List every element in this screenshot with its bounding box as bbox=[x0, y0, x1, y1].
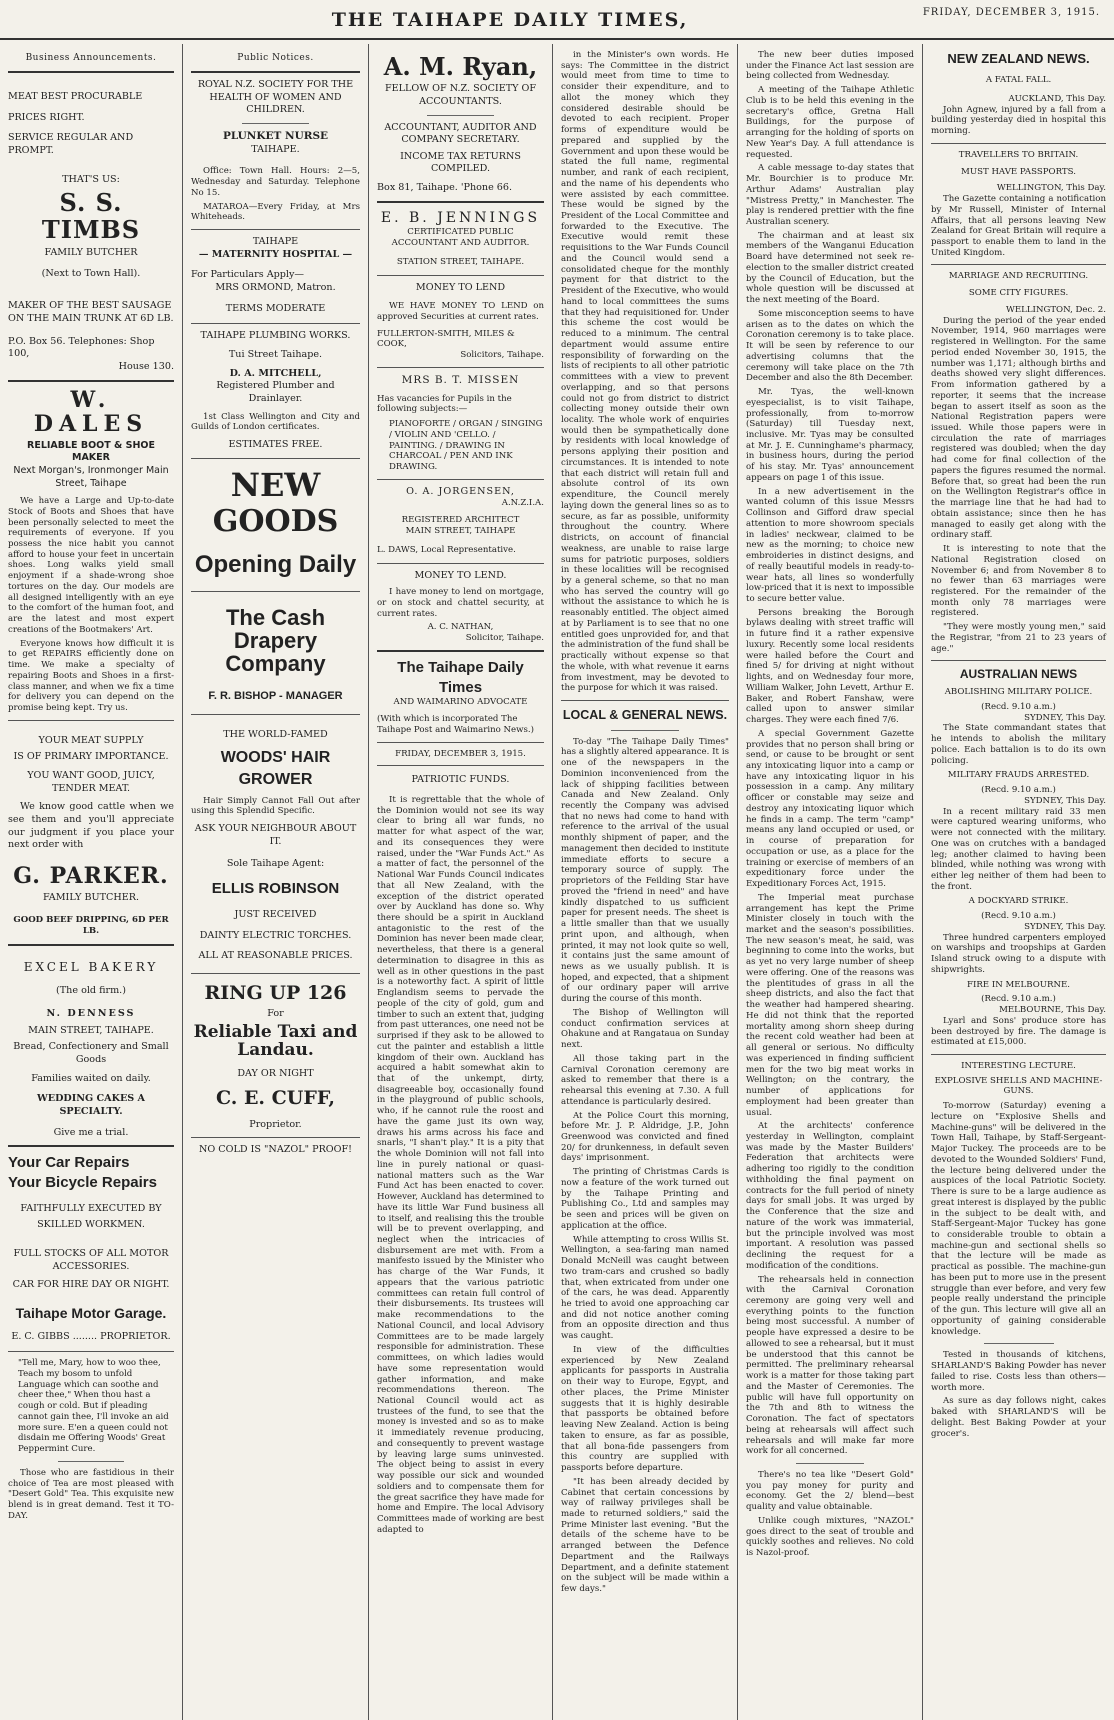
ad-body: "Tell me, Mary, how to woo thee, Teach my bosom to unfold Language which can soothe and cheer thee," When thou hast a cough or cold. But if pleading cannot gain thee, I'll invoke an aid more sure. E'en a queen could not disdain me Offering Woods' Great Peppermint Cure. bbox=[18, 1358, 169, 1455]
article-subhead: EXPLOSIVE SHELLS AND MACHINE-GUNS. bbox=[934, 1075, 1103, 1097]
ad-headline: ELLIS ROBINSON bbox=[211, 880, 340, 898]
ad-line: A. C. NATHAN, bbox=[427, 622, 494, 633]
dateline: WELLINGTON, This Day. bbox=[996, 183, 1106, 194]
column-telegrams bbox=[923, 46, 1114, 1720]
ad-headline: MRS B. T. MISSEN bbox=[401, 373, 520, 386]
notice-line: MRS ORMOND, Matron. bbox=[215, 282, 336, 293]
ad-headline: E. B. JENNINGS bbox=[380, 209, 541, 226]
ad-line: MAIN STREET, TAIHAPE bbox=[405, 525, 516, 536]
ad-headline: MONEY TO LEND. bbox=[414, 570, 507, 582]
column-business-announcements bbox=[0, 46, 182, 1720]
ad-line: Box 81, Taihape. 'Phone 66. bbox=[377, 182, 513, 194]
ad-line: (The old firm.) bbox=[56, 985, 126, 997]
news-item: The State commandant states that he intends to abolish the military police. Each battalion is to do its own policing. bbox=[931, 723, 1106, 766]
news-item: During the period of the year ended November, 1914, 960 marriages were registered in Wellington. For the same period ended November 30, 1915, the number was 1,171; although births and deaths showed very slight differences. From information gathered by a reporter, it seems that the increase began to assert itself as soon as the National Registration papers were issued. While those papers were in circulation the rate of marriages registered was doubled; when the day had come for final collection of the papers the figures resumed the normal. Before that, so great had been the run on the Wellington Registrar's office in the marriage line that he had had to obtain assistance; since then he has managed to easily get along with the ordinary staff. bbox=[931, 315, 1106, 541]
advertiser-name: EXCEL BAKERY bbox=[23, 959, 159, 974]
section-header: Business Announcements. bbox=[25, 53, 157, 63]
advertiser-name: N. DENNESS bbox=[46, 1007, 136, 1019]
ad-headline: Reliable Taxi and Landau. bbox=[193, 1022, 358, 1061]
news-item: "They were mostly young men," said the Registrar, "from 21 to 23 years of age." bbox=[931, 622, 1106, 654]
ad-line: F. R. BISHOP - MANAGER bbox=[208, 690, 343, 703]
article-headline: MARRIAGE AND RECRUITING. bbox=[948, 271, 1089, 282]
ad-line: Solicitors, Taihape. bbox=[460, 350, 544, 361]
advertiser-name: Your Bicycle Repairs bbox=[8, 1174, 157, 1192]
ad-line: FELLOW OF N.Z. SOCIETY OF ACCOUNTANTS. bbox=[384, 83, 537, 107]
article-subhead: MUST HAVE PASSPORTS. bbox=[961, 166, 1076, 177]
ad-headline: WOODS' HAIR GROWER bbox=[220, 749, 331, 788]
ad-body: (With which is incorporated The Taihape Post and Waimarino News.) bbox=[377, 714, 534, 735]
notice-title: ROYAL N.Z. SOCIETY FOR THE HEALTH OF WOMEN AND CHILDREN. bbox=[197, 78, 354, 116]
ad-line: Give me a trial. bbox=[53, 1126, 129, 1138]
ad-body: Those who are fastidious in their choice of Tea are most pleased with "Desert Gold" Tea. This exquisite new blend is in great demand. Test it TO-DAY. bbox=[8, 1467, 174, 1521]
ad-body: WE HAVE MONEY TO LEND on approved Securities at current rates. bbox=[377, 301, 544, 322]
ad-line: Next Morgan's, Ironmonger Main Street, Taihape bbox=[13, 464, 169, 489]
masthead bbox=[0, 0, 1114, 40]
ad-line: YOU WANT GOOD, JUICY, TENDER MEAT. bbox=[27, 770, 155, 794]
article-headline: MILITARY FRAUDS ARRESTED. bbox=[947, 770, 1090, 781]
article-headline: TRAVELLERS TO BRITAIN. bbox=[958, 149, 1079, 160]
ad-line: FAMILY BUTCHER bbox=[44, 246, 138, 258]
ad-line: WEDDING CAKES A SPECIALTY. bbox=[37, 1093, 145, 1117]
notice-body: Office: Town Hall. Hours: 2—5, Wednesday and Saturday. Telephone No 15. bbox=[191, 166, 360, 198]
ad-line: Proprietor. bbox=[249, 1118, 302, 1130]
news-item: While attempting to cross Willis St. Wellington, a sea-faring man named Donald McNeill was caught between two tram-cars and crushed so badly that, when extricated from under one of the cars, he was dead. Apparently he tried to avoid one approaching car and did not notice another coming from an opposite direction and thus was caught. bbox=[561, 1234, 729, 1342]
ad-line: Sole Taihape Agent: bbox=[226, 858, 325, 870]
news-item: In view of the difficulties experienced by New Zealand applicants for passports in Australia on their way to Europe, Egypt, and other places, the Prime Minister suggests that it is highly desirable that passports be obtained before leaving New Zealand. Action is being taken to ensure, as far as possible, that all bona-fide passengers from this country are supplied with passports before departure. bbox=[561, 1344, 729, 1474]
ad-line: L. DAWS, Local Representative. bbox=[377, 544, 516, 555]
dateline: SYDNEY, This Day. bbox=[1024, 712, 1106, 723]
ad-headline: MONEY TO LEND bbox=[415, 282, 506, 294]
article-headline: PATRIOTIC FUNDS. bbox=[411, 774, 510, 786]
article-subhead: SOME CITY FIGURES. bbox=[968, 288, 1069, 299]
ad-body: Everyone knows how difficult it is to get REPAIRS efficiently done on time. We make a specialty of repairing Boots and Shoes in a first-class manner, and when we fix a time for delivery you can depend on the promise being kept. Try us. bbox=[8, 638, 174, 713]
ad-line: STATION STREET, TAIHAPE. bbox=[396, 256, 525, 267]
news-item: At the architects' conference yesterday in Wellington, complaint was made by the Master Builders' Federation that architects were adhering too rigidly to the condition withholding the final payment on contracts for the full period of ninety days for small jobs. It was urged by the Conference that the size and nature of the work was immaterial, but the principle involved was most important. A resolution was passed declining the request for a modification of the conditions. bbox=[746, 1121, 914, 1271]
news-item: Unlike cough mixtures, "NAZOL" goes direct to the seat of trouble and quickly soothes and relieves. No cold is Nazol-proof. bbox=[746, 1515, 914, 1559]
advertiser-name: Your Car Repairs bbox=[8, 1154, 130, 1172]
ad-line: ACCOUNTANT, AUDITOR AND COMPANY SECRETARY. bbox=[384, 121, 537, 146]
notice-title: TAIHAPE PLUMBING WORKS. bbox=[200, 330, 351, 342]
notice-title: TAIHAPE bbox=[252, 236, 299, 248]
ad-body: We know good cattle when we see them and you'll appreciate our judgment if you place your next order with bbox=[8, 801, 174, 851]
advertiser-name: G. PARKER. bbox=[13, 862, 169, 889]
ad-line: CERTIFICATED PUBLIC ACCOUNTANT AND AUDITOR. bbox=[391, 227, 530, 248]
ad-body: Has vacancies for Pupils in the following subjects:— bbox=[377, 393, 512, 415]
news-item: In a new advertisement in the wanted column of this issue Messrs Collinson and Gifford draw special attention to more showroom specials in ladies' neckwear, claimed to be new as the morning; to choice new embroideries in distinct designs, and of really beautiful models in ready-to-wear hats, all lines so wonderfully low-priced that it is next to impossible to secure better value. bbox=[746, 486, 914, 604]
article-headline: ABOLISHING MILITARY POLICE. bbox=[944, 687, 1093, 698]
ad-line: AND WAIMARINO ADVOCATE bbox=[393, 697, 528, 708]
news-item: Mr. Tyas, the well-known eyespecialist, is to visit Taihape, professionally, from to-morrow (Saturday) till Tuesday next, inclusive. Mr. Tyas may be consulted at Mr. J. E. Cunninghame's pharmacy, in business hours, during the period of his stay. Mr. Tyas' announcement appears on page 1 of this issue. bbox=[746, 387, 914, 483]
news-item: To-day "The Taihape Daily Times" has a slightly altered appearance. It is one of the newspapers in the Dominion inconvenienced from the lack of shipping facilities between Canada and New Zealand. Only recently the Company was advised that no news had come to hand with reference to the arrival of the usual monthly shipment of paper, and the management then decided to institute immediate efforts to secure a temporary source of supply. The proprietors of the Feilding Star have proved the "friend in need" and have kindly dispatched to us sufficient paper for present needs. The sheet is a little smaller than that we usually print upon, and although, when printed, it may not look quite so well, it contains just the same amount of news as we usually publish. It is hoped, and expected, that a shipment of our ordinary paper will arrive during the course of this month. bbox=[561, 736, 729, 1005]
ad-body: As sure as day follows night, cakes baked with SHARLAND'S will be delight. Best Baking Powder at your grocer's. bbox=[931, 1396, 1106, 1439]
ad-line: MAIN STREET, TAIHAPE. bbox=[28, 1024, 154, 1036]
ad-line: RELIABLE BOOT & SHOE MAKER bbox=[27, 439, 155, 464]
dateline: SYDNEY, This Day. bbox=[1024, 921, 1106, 932]
dateline: WELLINGTON, Dec. 2. bbox=[1006, 304, 1106, 315]
ad-body: PIANOFORTE / ORGAN / SINGING / VIOLIN AND 'CELLO. / PAINTING. / DRAWING IN CHARCOAL / PEN AND INK DRAWING. bbox=[389, 419, 543, 473]
ad-line: ASK YOUR NEIGHBOUR ABOUT IT. bbox=[194, 823, 357, 847]
notice-line: TAIHAPE. bbox=[251, 143, 300, 155]
ad-line: ALL AT REASONABLE PRICES. bbox=[198, 950, 353, 962]
news-item: The new beer duties imposed under the Finance Act last session are being collected from Wednesday. bbox=[746, 50, 914, 82]
news-item: The printing of Christmas Cards is now a feature of the work turned out by the Taihape Printing and Publishing Co., Ltd and samples may be seen and prices will be given on application at the office. bbox=[561, 1167, 729, 1231]
news-item: The Bishop of Wellington will conduct confirmation services at Ohakune and at Rangataua on Sunday next. bbox=[561, 1007, 729, 1051]
ad-line: House 130. bbox=[118, 360, 174, 372]
advertiser-name: W. DALES bbox=[33, 386, 149, 437]
section-header: LOCAL & GENERAL NEWS. bbox=[562, 708, 728, 723]
notice-title: D. A. MITCHELL, bbox=[229, 367, 322, 379]
notice-line: Registered Plumber and Drainlayer. bbox=[216, 380, 335, 404]
ad-body: I have money to lend on mortgage, or on stock and chattel security, at current rates. bbox=[377, 587, 544, 619]
news-item: A meeting of the Taihape Athletic Club is to be held this evening in the secretary's office, Gretna Hall Buildings, for the purpose of arranging for the holding of sports on New Year's Day. A full attendance is requested. bbox=[746, 85, 914, 160]
news-item: Lyarl and Sons' produce store has been destroyed by fire. The damage is estimated at £15,000. bbox=[931, 1015, 1106, 1048]
ad-line: DAY OR NIGHT bbox=[237, 1068, 314, 1080]
ad-line: FULL STOCKS OF ALL MOTOR ACCESSORIES. bbox=[13, 1248, 169, 1272]
news-item: A special Government Gazette provides that no person shall bring or send, or cause to be brought or sent any intoxicating liquor into a camp or have any intoxicating liquor in his possession in a camp. Any military officer or constable may seize and destroy any intoxicating liquor which he finds in a camp. The term "camp" means any land occupied or used, or in course of preparation for occupation or use, as a place for the training or exercise of members of an expeditionary force under the Expeditionary Forces Act, 1915. bbox=[746, 728, 914, 890]
ad-line: For bbox=[267, 1007, 284, 1019]
ad-line: Families waited on daily. bbox=[31, 1072, 151, 1084]
dateline: SYDNEY, This Day. bbox=[1024, 795, 1106, 806]
news-item: There's no tea like "Desert Gold" you pay money for purity and economy. Get the 2/ blend—best quality and value obtainable. bbox=[746, 1470, 914, 1513]
ad-line: FAITHFULLY EXECUTED BY bbox=[20, 1202, 162, 1214]
ad-line: SKILLED WORKMEN. bbox=[37, 1219, 145, 1231]
ad-headline: RING UP 126 bbox=[204, 981, 347, 1004]
ad-headline: GOODS bbox=[212, 504, 339, 540]
ad-line: A.N.Z.I.A. bbox=[501, 498, 544, 509]
ad-line: CAR FOR HIRE DAY OR NIGHT. bbox=[12, 1279, 170, 1291]
article-body: in the Minister's own words. He says: The Committee in the district would meet from time to time to consider their expenditure, and to allot the money which they considered desirable should be devoted to each recipient. Proper forms of expenditure would be prepared and supplied by the Government and upon these would be stated the full name, regimental number, and rank of each recipient, and the name of his dependents who were assisted by each committee. These would be signed by the President of the Local Committee and forwarded to the Executive. The Executive would remit these requisitions to the War Funds Council and the Council would send a consolidated cheque for the monthly payment for that district to the President of the Executive, who would hand to local committees the sums that they had requisitioned for. Under this scheme the cost would be reduced to a minimum. The central department would assume entire responsibility of forwarding on the lists of recipients to all other patriotic committees with a view to prevent overlapping, and so that persons could not go from district to district collecting money outside their own locality. The whole work of enquiries would then be sympathetically done by residents with local knowledge of persons applying their position and circumstances. It is intended to note that each district will retain full and absolute control of its own expenditure, the Council merely laying down the general lines so as to secure, as far as possible, uniformity throughout the country. Where districts, on account of financial weakness, are unable to raise large sums for patriotic purposes, soldiers in these localities will be recognised by a general scheme, so that no man who has served the country will go without the assistance to which he is reasonably entitled. The object aimed at by Parliament is to see that no one entitled goes unprovided for, and that the administration of the fund shall be practically without expense so that the whole, with what revenue it earns from investment, may be devoted to the purpose for which it was raised. bbox=[561, 50, 729, 694]
notice-title: — MATERNITY HOSPITAL — bbox=[198, 248, 353, 260]
article-headline: FIRE IN MELBOURNE. bbox=[966, 979, 1071, 990]
ad-headline: A. M. Ryan, bbox=[383, 52, 538, 81]
ad-headline: O. A. JORGENSEN, bbox=[406, 485, 515, 497]
ad-line: THE WORLD-FAMED bbox=[223, 728, 328, 740]
ad-headline: C. E. CUFF, bbox=[215, 1086, 336, 1109]
news-item: The rehearsals held in connection with the Carnival Coronation ceremony are going very well and everything points to the function being most successful. A number of people have expressed a desire to be allowed to see a rehearsal, but it must be understood that this cannot be permitted. The preliminary rehearsal work is a matter for those taking part and the Master of Ceremonies. The public will have full opportunity on the 7th and 8th to witness the Coronation. The fact of spectators being at rehearsals will affect such rehearsals and will make far more work for all concerned. bbox=[746, 1274, 914, 1457]
ad-line: REGISTERED ARCHITECT bbox=[401, 515, 520, 526]
notice-body: 1st Class Wellington and City and Guilds of London certificates. bbox=[191, 411, 360, 433]
ad-line: MAKER OF THE BEST SAUSAGE ON THE MAIN TRUNK AT 6D LB. bbox=[8, 300, 174, 324]
received-time: (Recd. 9.10 a.m.) bbox=[981, 911, 1056, 922]
ad-line: (Next to Town Hall). bbox=[41, 267, 141, 279]
ad-line: E. C. GIBBS ........ PROPRIETOR. bbox=[11, 1330, 171, 1342]
news-item: A cable message to-day states that Mr. Bourchier is to produce Mr. Arthur Adams' Australian play "Mistress Pretty," in Manchester. The play is rendered prettier with the fine Australian scenery. bbox=[746, 163, 914, 228]
ad-line: INCOME TAX RETURNS COMPILED. bbox=[400, 150, 521, 175]
ad-body: We have a Large and Up-to-date Stock of Boots and Shoes that have been personally selected to meet the requirements of everyone. If you possess the nice habit you cannot afford to house your feet in uncertain shoes. Long walks yield small enjoyment if a shade-wrong shoe tortures on the day. Our models are all designed intelligently with an eye to the comfort of the human foot, and are the latest and most expert creations of the Bootmakers' Art. bbox=[8, 496, 174, 635]
news-item: In a recent military raid 33 men were captured wearing uniforms, who were not connected with the military. One was on crutches with a bandaged leg; another claimed to having been blinded, while nothing was wrong with either leg neither of them had been to the front. bbox=[931, 806, 1106, 892]
ad-line: THAT'S US: bbox=[62, 173, 120, 185]
notice-line: TERMS MODERATE bbox=[225, 302, 326, 314]
news-item: The Imperial meat purchase arrangement has kept the Prime Minister closely in touch with the market and the season's possibilities. The new season's meat, he said, was beginning to come into the works, but as yet no very large number of sheep were offering. One of the reasons was the plentitudes of grass in all the sheep districts, and also the fact that the weather had hampered shearing. He did not think that the reported mortality among shorn sheep during the recent cold weather had been at all general or serious. No difficulty was experienced in finding sufficient men for the two big meat works in Wellington; on the contrary, the number of applications for employment had been greater than usual. bbox=[746, 892, 914, 1118]
article-headline: A DOCKYARD STRIKE. bbox=[968, 896, 1069, 907]
received-time: (Recd. 9.10 a.m.) bbox=[981, 701, 1056, 712]
notice-body: MATAROA—Every Friday, at Mrs Whiteheads. bbox=[191, 201, 360, 223]
ad-line: FULLERTON-SMITH, MILES & COOK, bbox=[377, 328, 515, 350]
news-item: The Gazette containing a notification by Mr Russell, Minister of Internal Affairs, that all persons leaving New Zealand for Great Britain will require a passport to enable them to land in the United Kingdom. bbox=[931, 194, 1106, 258]
section-header: NEW ZEALAND NEWS. bbox=[947, 51, 1090, 66]
ad-line: SERVICE REGULAR AND PROMPT. bbox=[8, 132, 134, 156]
notice-line: ESTIMATES FREE. bbox=[228, 439, 323, 451]
advertiser-name: Taihape Motor Garage. bbox=[15, 1305, 167, 1322]
ad-line: PRICES RIGHT. bbox=[8, 111, 85, 123]
ad-line: FAMILY BUTCHER. bbox=[42, 892, 140, 904]
column-public-notices bbox=[183, 46, 368, 1720]
ad-headline: NEW bbox=[230, 465, 321, 504]
notice-line: Tui Street Taihape. bbox=[228, 348, 323, 360]
ad-line: NO COLD IS "NAZOL" PROOF! bbox=[198, 1144, 353, 1156]
news-item: "It has been already decided by Cabinet that certain concessions by way of railway privileges shall be made to returned soldiers," said the Prime Minister last evening. "But the details of the scheme have to be arranged between the Defence Department and the Railways Department, and a definite statement on the subject will be made within a few days." bbox=[561, 1476, 729, 1595]
ad-body: Tested in thousands of kitchens, SHARLAND'S Baking Powder has never failed to rise. Costs less than others—worth more. bbox=[931, 1350, 1106, 1393]
news-item: At the Police Court this morning, before Mr. J. P. Aldridge, J.P., John Greenwood was convicted and fined 20/ for drunkenness, in default seven days' imprisonment. bbox=[561, 1110, 729, 1164]
section-header: Public Notices. bbox=[237, 53, 314, 63]
ad-line: IS OF PRIMARY IMPORTANCE. bbox=[13, 751, 169, 763]
notice-line: For Particulars Apply— bbox=[191, 269, 304, 281]
ad-body: Hair Simply Cannot Fall Out after using this Splendid Specific. bbox=[191, 795, 360, 817]
ad-line: GOOD BEEF DRIPPING, 6D PER LB. bbox=[13, 914, 169, 937]
column-editorial-news bbox=[553, 46, 737, 1720]
ad-headline: The Cash Drapery Company bbox=[225, 605, 326, 677]
news-item: To-morrow (Saturday) evening a lecture on "Explosive Shells and Machine-guns" will be delivered in the Town Hall, Taihape, by Staff-Sergeant-Major Tuckey. The proceeds are to be devoted to the Wounded Soldiers' Fund, the lecture being delivered under the auspices of the local Patriotic Society. There is sure to be a large audience as great interest is displayed by the public in the subject to be dealt with, and Staff-Sergeant-Major Tuckey has gone to considerable trouble to obtain a machine-gun and sectional shells so that the lecture will be made as practical as possible. The machine-gun has been put to more use in the present struggle than ever before, and very few people really understand the principle of the gun. This lecture will give all an opportunity of gaining considerable knowledge. bbox=[931, 1101, 1106, 1337]
received-time: (Recd. 9.10 a.m.) bbox=[981, 785, 1056, 796]
received-time: (Recd. 9.10 a.m.) bbox=[981, 994, 1056, 1005]
ad-line: P.O. Box 56. Telephones: Shop 100, bbox=[8, 335, 155, 360]
editorial-date: FRIDAY, DECEMBER 3, 1915. bbox=[395, 748, 526, 759]
ad-line: MEAT BEST PROCURABLE bbox=[8, 90, 143, 102]
news-item: Some misconception seems to have arisen as to the dates on which the Coronation ceremony is to take place. It will be seen by reference to our advertising columns that the ceremony will take place on the 7th December and also the 8th December. bbox=[746, 308, 914, 384]
news-item: John Agnew, injured by a fall from a building yesterday died in hospital this morning. bbox=[931, 104, 1106, 137]
article-headline: A FATAL FALL. bbox=[985, 75, 1052, 86]
news-item: It is interesting to note that the National Registration closed on November 6; and from November 8 to no fewer than 63 marriages were registered. For the remainder of the month only 78 marriages were registered. bbox=[931, 544, 1106, 619]
column-professional-editorial bbox=[369, 46, 552, 1720]
advertiser-name: S. S. TIMBS bbox=[41, 188, 141, 244]
section-header: AUSTRALIAN NEWS bbox=[959, 667, 1078, 682]
ad-line: DAINTY ELECTRIC TORCHES. bbox=[199, 929, 352, 941]
dateline: MELBOURNE, This Day. bbox=[999, 1005, 1106, 1016]
ad-line: Solicitor, Taihape. bbox=[465, 632, 544, 643]
column-local-news bbox=[738, 46, 922, 1720]
notice-title: PLUNKET NURSE bbox=[222, 129, 329, 142]
news-item: Persons breaking the Borough bylaws dealing with street traffic will in future find it a rather expensive luxury. Recently some local residents were hailed before the Court and fined 5/ for driving at night without lights, and on Wednesday four more, William Walker, John Levett, Arthur E. Baker, and Robert Fanshaw, were called upon to answer similar charges. They were each fined 7/6. bbox=[746, 607, 914, 726]
issue-date: FRIDAY, DECEMBER 3, 1915. bbox=[922, 7, 1100, 18]
article-headline: INTERESTING LECTURE. bbox=[961, 1061, 1076, 1071]
ad-headline: Opening Daily bbox=[194, 550, 357, 578]
article-body: It is regrettable that the whole of the Dominion would not see its way clear to bring all war funds, no matter for what aspect of the war, and its consequences they were raised, under the "War Funds Act." As a matter of fact, the personnel of the National War Funds Council indicates that all New Zealand, with the exception of the district operated over by Auckland has done so. Why there should be a spirit in Auckland antagonistic to the rest of the Dominion has never been made clear, nevertheless, that there is a general determination to disagree in this as well as in other questions in the past is a noteworthy fact. A spirit of little Englandism seems to pervade the people of the city of gold, gum and timber to such an extent that, judging from past utterances, one need not be surprised if they ask to be allowed to cut the painter and establish a little kingdom of their own. Auckland has acquired a habit somewhat akin to that of the unkempt, dirty, disagreeable boy, occasionally found in the playground of public schools, who, if he cannot rule the roost and have the game just its own way, draws his arms across his face and snarls, "I shan't play." It is a pity that the whole Dominion will not fall into line in purely national or quasi-national matters such as the War Fund Act has been enacted to cover. However, Auckland has determined to have its little War Fund business all to itself, and realising this the trouble will be to prevent overlapping, and neglect when the intricacies of disbursement are met with. From a manifesto issued by the Minister who has charge of the War Funds, it appears that the various patriotic committees can retain full control of their disbursements. Its trustees will make recommendations to the National Council, and local Advisory Committees are to be made largely responsible for administration. These committees, on which ladies would have some representation would gather information, and make recommendations thereon. The National Council would act as trustees of the fund, to see that the money is invested and so as to make it immediately revenue producing, and consequently to prevent wastage by leaving large sums uninvested. The object being to assist in every way possible our sick and wounded soldiers and to compensate them for the great sacrifice they have made for home and Empire. The local Advisory Committees made of working are best adapted to bbox=[377, 794, 544, 1535]
ad-line: YOUR MEAT SUPPLY bbox=[38, 734, 144, 746]
paper-nameplate: The Taihape Daily Times bbox=[397, 658, 524, 696]
dateline: AUCKLAND, This Day. bbox=[1008, 93, 1106, 104]
newspaper-title: THE TAIHAPE DAILY TIMES, bbox=[331, 9, 689, 31]
news-item: The chairman and at least six members of the Wanganui Education Board have determined not seek re-election to the smaller district created by the Council of Education, but the whole question will be discussed at the next meeting of the Board. bbox=[746, 230, 914, 306]
ad-line: Bread, Confectionery and Small Goods bbox=[13, 1041, 169, 1065]
news-item: All those taking part in the Carnival Coronation ceremony are asked to remember that there is a rehearsal this evening at 7.30. A full attendance is particularly desired. bbox=[561, 1053, 729, 1107]
ad-line: JUST RECEIVED bbox=[234, 908, 317, 920]
news-item: Three hundred carpenters employed on warships and troopships at Garden Island struck owing to a dispute with shipwrights. bbox=[931, 932, 1106, 975]
